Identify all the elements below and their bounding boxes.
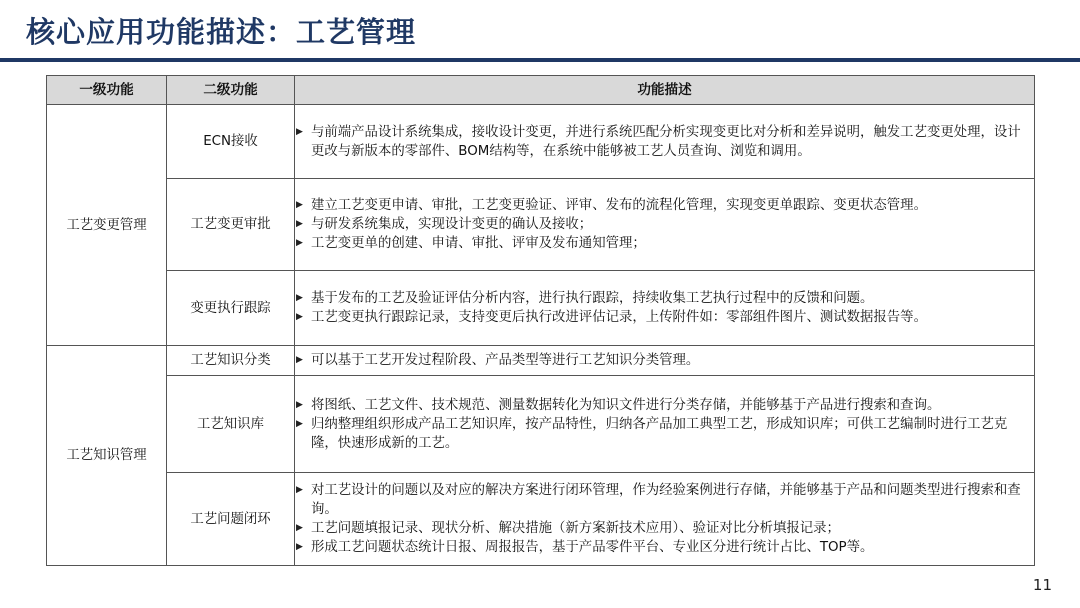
table-row (47, 473, 1035, 566)
header-level1: 一级功能 (47, 76, 167, 105)
feature-table (46, 75, 1035, 566)
desc-cell (295, 473, 1035, 566)
bullet-item: ▶ 工艺问题填报记录、现状分析、解决措施（新方案新技术应用）、验证对比分析填报记录； (295, 519, 1034, 538)
title-divider (0, 58, 1080, 62)
bullet-item: ▶ 将图纸、工艺文件、技术规范、测量数据转化为知识文件进行分类存储，并能够基于产品进行搜索和查询。 (295, 396, 1034, 415)
bullet-item: ▶ 归纳整理组织形成产品工艺知识库，按产品特性，归纳各产品加工典型工艺，形成知识库；可供工艺编制时进行工艺克隆，快速形成新的工艺。 (295, 415, 1034, 453)
level2-cell: 工艺问题闭环 (167, 473, 295, 566)
table-row (47, 105, 1035, 179)
bullet-item: ▶ 形成工艺问题状态统计日报、周报报告，基于产品零件平台、专业区分进行统计占比、TOP等。 (295, 538, 1034, 557)
bullet-item: ▶ 建立工艺变更申请、审批，工艺变更验证、评审、发布的流程化管理，实现变更单跟踪、变更状态管理。 (295, 196, 1034, 215)
header-level2: 二级功能 (167, 76, 295, 105)
bullet-item: ▶ 工艺变更执行跟踪记录，支持变更后执行改进评估记录，上传附件如：零部组件图片、测试数据报告等。 (295, 308, 1034, 327)
desc-cell (295, 376, 1035, 473)
bullet-item: ▶ 与前端产品设计系统集成，接收设计变更，并进行系统匹配分析实现变更比对分析和差异说明，触发工艺变更处理，设计更改与新版本的零部件、BOM结构等，在系统中能够被工艺人员查询、浏览和调用。 (295, 123, 1034, 161)
page-title: 核心应用功能描述：工艺管理 (26, 15, 417, 49)
table-row (47, 346, 1035, 376)
level1-cell: 工艺变更管理 (47, 105, 167, 346)
desc-cell (295, 179, 1035, 271)
desc-cell (295, 105, 1035, 179)
level2-cell: 工艺变更审批 (167, 179, 295, 271)
page-number: 11 (1032, 576, 1052, 594)
table-row (47, 271, 1035, 346)
bullet-item: ▶ 对工艺设计的问题以及对应的解决方案进行闭环管理，作为经验案例进行存储，并能够基于产品和问题类型进行搜索和查询。 (295, 481, 1034, 519)
level1-cell: 工艺知识管理 (47, 346, 167, 566)
bullet-item: ▶ 基于发布的工艺及验证评估分析内容，进行执行跟踪，持续收集工艺执行过程中的反馈和问题。 (295, 289, 1034, 308)
bullet-item: ▶ 工艺变更单的创建、申请、审批、评审及发布通知管理； (295, 234, 1034, 253)
desc-cell (295, 346, 1035, 376)
level2-cell: ECN接收 (167, 105, 295, 179)
bullet-item: ▶ 可以基于工艺开发过程阶段、产品类型等进行工艺知识分类管理。 (295, 351, 1034, 370)
table-row (47, 179, 1035, 271)
table-header-row (47, 76, 1035, 105)
level2-cell: 工艺知识分类 (167, 346, 295, 376)
bullet-item: ▶ 与研发系统集成，实现设计变更的确认及接收； (295, 215, 1034, 234)
desc-cell (295, 271, 1035, 346)
level2-cell: 工艺知识库 (167, 376, 295, 473)
table-row (47, 376, 1035, 473)
header-desc: 功能描述 (295, 76, 1035, 105)
level2-cell: 变更执行跟踪 (167, 271, 295, 346)
